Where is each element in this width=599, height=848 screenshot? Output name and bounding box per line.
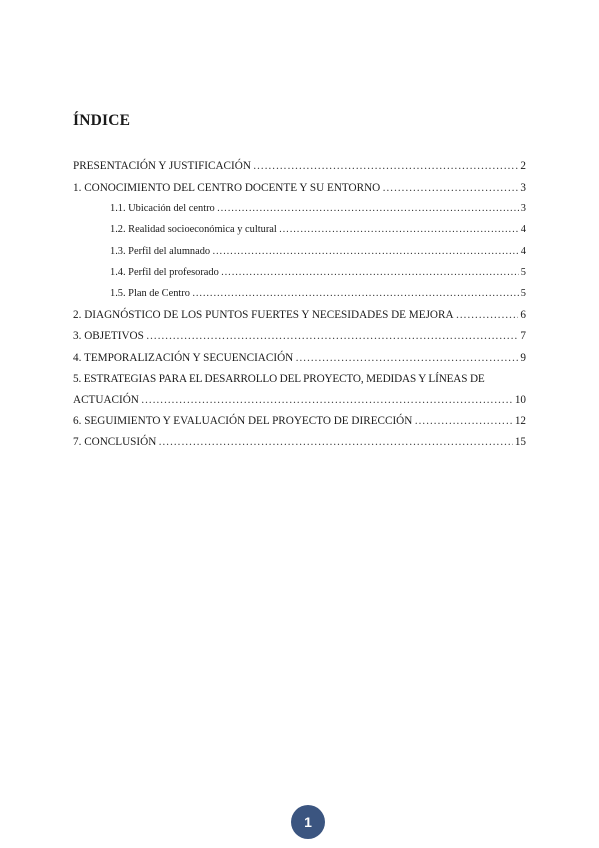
toc-entry-page: 9 xyxy=(520,351,526,364)
toc-subentry[interactable] xyxy=(73,224,526,245)
toc-leader-dots xyxy=(279,224,519,235)
toc-entry-text: 2. DIAGNÓSTICO DE LOS PUNTOS FUERTES Y NECESIDADES DE MEJORA xyxy=(73,309,454,322)
toc-entry-text: 1.5. Plan de Centro xyxy=(110,287,190,299)
toc-entry-text: 1.1. Ubicación del centro xyxy=(110,203,215,215)
toc-leader-dots xyxy=(146,330,519,342)
toc-entry-page: 3 xyxy=(520,182,526,194)
toc-entry-page: 12 xyxy=(514,415,526,428)
table-of-contents xyxy=(73,160,526,457)
toc-entry-page: 4 xyxy=(520,224,526,236)
toc-entry-page: 6 xyxy=(520,309,526,322)
toc-leader-dots xyxy=(414,415,512,427)
toc-leader-dots xyxy=(456,309,519,321)
toc-entry-page: 2 xyxy=(520,160,526,172)
toc-leader-dots xyxy=(141,394,513,406)
toc-leader-dots xyxy=(192,288,519,299)
toc-entry-page: 5 xyxy=(520,266,526,278)
toc-subentry[interactable] xyxy=(73,288,526,309)
toc-entry-text: 3. OBJETIVOS xyxy=(73,330,144,343)
toc-entry-text: 1.3. Perfil del alumnado xyxy=(110,245,211,257)
toc-entry[interactable] xyxy=(73,415,526,436)
toc-entry-text: 5. ESTRATEGIAS PARA EL DESARROLLO DEL PROYECTO, MEDIDAS Y LÍNEAS DE xyxy=(73,372,485,385)
toc-entry[interactable] xyxy=(73,436,526,457)
toc-entry-text: 1.4. Perfil del profesorado xyxy=(110,266,219,278)
toc-entry-page: 15 xyxy=(514,436,526,449)
toc-entry-text: 6. SEGUIMIENTO Y EVALUACIÓN DEL PROYECTO DE DIRECCIÓN xyxy=(73,415,413,428)
toc-entry-multiline[interactable] xyxy=(73,373,526,415)
toc-leader-dots xyxy=(382,182,518,194)
toc-entry-line1 xyxy=(73,373,526,394)
toc-entry[interactable] xyxy=(73,330,526,351)
toc-entry-text: 1. CONOCIMIENTO DEL CENTRO DOCENTE Y SU ENTORNO xyxy=(73,182,381,194)
toc-entry-page: 7 xyxy=(520,330,526,343)
toc-subentry[interactable] xyxy=(73,246,526,267)
toc-entry-text: 1.2. Realidad socioeconómica y cultural xyxy=(110,224,277,236)
toc-subentry[interactable] xyxy=(73,267,526,288)
toc-leader-dots xyxy=(221,267,519,278)
toc-entry[interactable] xyxy=(73,352,526,373)
toc-entry-text: PRESENTACIÓN Y JUSTIFICACIÓN xyxy=(73,160,251,172)
toc-entry[interactable] xyxy=(73,309,526,330)
toc-leader-dots xyxy=(212,246,519,257)
toc-entry-page: 4 xyxy=(520,245,526,257)
toc-entry[interactable] xyxy=(73,182,526,203)
toc-entry-text: 7. CONCLUSIÓN xyxy=(73,436,157,449)
toc-leader-dots xyxy=(295,352,518,364)
index-title: ÍNDICE xyxy=(73,112,131,129)
toc-entry-page: 3 xyxy=(520,203,526,215)
toc-leader-dots xyxy=(253,160,519,172)
toc-leader-dots xyxy=(217,203,519,214)
toc-entry-page: 5 xyxy=(520,287,526,299)
toc-leader-dots xyxy=(158,436,513,448)
toc-subentry[interactable] xyxy=(73,203,526,224)
page-number-badge: 1 xyxy=(291,805,325,839)
toc-entry-text: ACTUACIÓN xyxy=(73,393,139,406)
toc-entry-text: 4. TEMPORALIZACIÓN Y SECUENCIACIÓN xyxy=(73,351,294,364)
toc-entry-page: 10 xyxy=(514,393,526,406)
toc-entry[interactable] xyxy=(73,160,526,182)
toc-entry-line2 xyxy=(73,394,526,415)
